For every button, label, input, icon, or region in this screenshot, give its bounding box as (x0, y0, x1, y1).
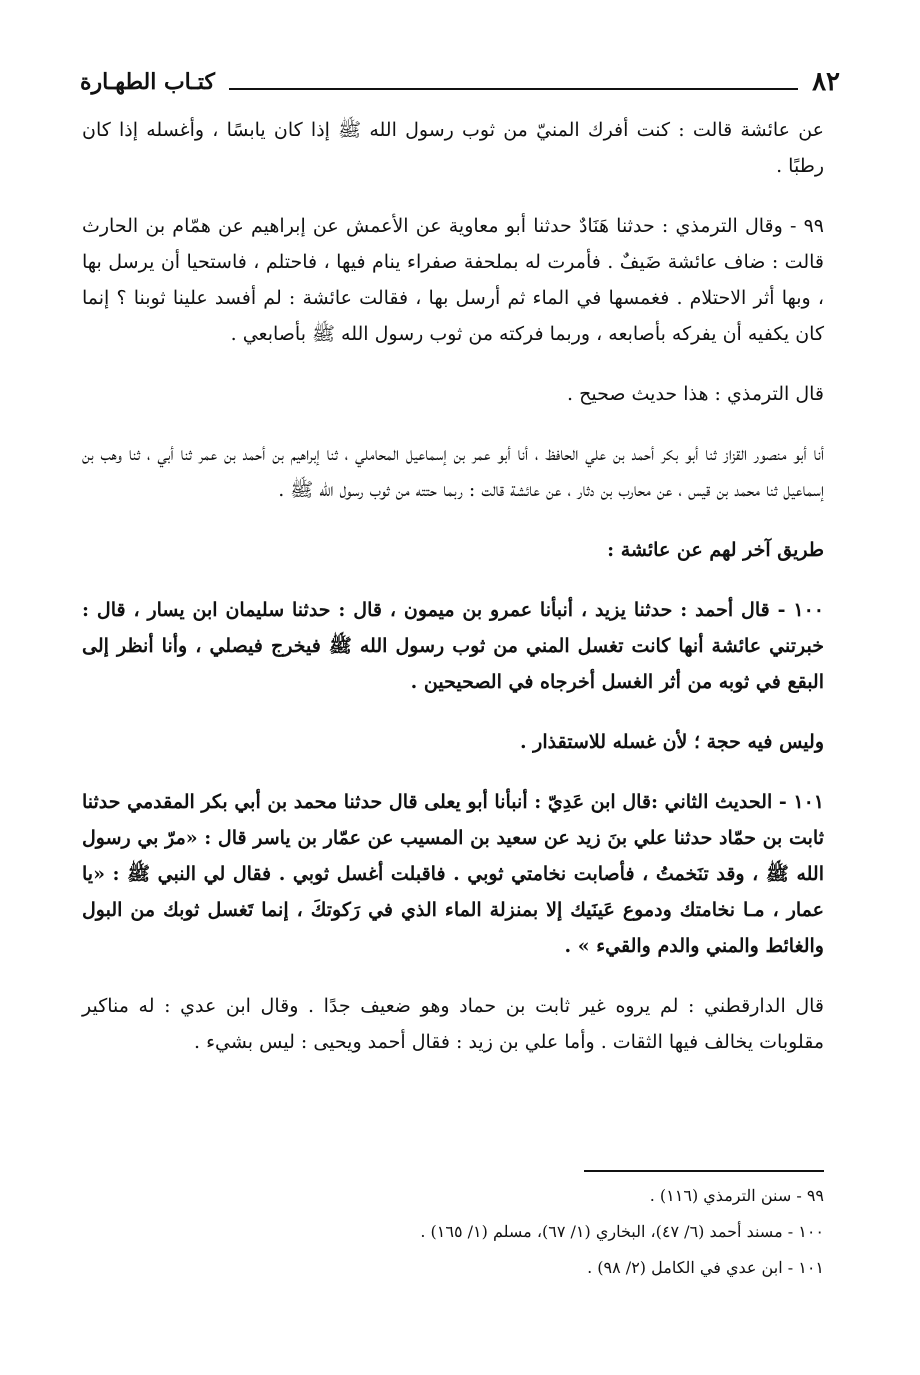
paragraph: ١٠١ - الحديث الثاني :قال ابن عَدِيّ : أنبأنا أبو يعلى قال حدثنا محمد بن أبي بكر المقدمي حدثنا ثابت بن حمّاد حدثنا علي بنَ زيد عن سعيد بن المسيب عن عمّار بن ياسر قال : «مرّ بي رسول الله ﷺ ، وقد تنَخمتُ ، فأصابت نخامتي ثوبي . فاقبلت أغسل ثوبي . فقال لي النبي ﷺ : «يا عمار ، مـا نخامتك ودموع عَينَيك إلا بمنزلة الماء الذي في رَكوتكَ ، إنما تَغسل ثوبك من البول والغائط والمني والدم والقيء » . (82, 791, 824, 957)
page-number: ٨٢ (812, 67, 840, 97)
paragraph: عن عائشة قالت : كنت أفرك المنيّ من ثوب رسول الله ﷺ إذا كان يابسًا ، وأغسله إذا كان رطبًا . (82, 119, 824, 177)
footnote: ١٠٠ - مسند أحمد (٦/ ٤٧)، البخاري (١/ ٦٧)، مسلم (١/ ١٦٥) . (420, 1222, 824, 1241)
paragraph: قال الدارقطني : لم يروه غير ثابت بن حماد وهو ضعيف جدًا . وقال ابن عدي : له مناكير مقلوبات يخالف فيها الثقات . وأما علي بن زيد : فقال أحمد ويحيى : ليس بشيء . (82, 995, 824, 1053)
footnote: ١٠١ - ابن عدي في الكامل (٢/ ٩٨) . (587, 1258, 824, 1277)
footnotes (82, 1170, 824, 1288)
paragraph: وليس فيه حجة ؛ لأن غسله للاستقذار . (519, 731, 824, 753)
running-title: كتـاب الطهـارة (80, 69, 215, 95)
footnote: ٩٩ - سنن الترمذي (١١٦) . (649, 1186, 824, 1205)
header-rule (229, 88, 798, 90)
paragraph: قال الترمذي : هذا حديث صحيح . (567, 383, 824, 405)
footnote-rule (584, 1170, 824, 1172)
paragraph: ٩٩ - وقال الترمذي : حدثنا هَنَادٌ حدثنا أبو معاوية عن الأعمش عن إبراهيم عن همّام بن الحارث قالت : ضاف عائشة ضَيفٌ . فأمرت له بملحفة صفراء ينام فيها ، فاحتلم ، فاستحيا أن يرسل بها ، وبها أثر الاحتلام . فغمسها في الماء ثم أرسل بها ، فقالت عائشة : لم أفسد علينا ثوبنا ؟ إنما كان يكفيه أن يفركه بأصابعه ، وربما فركته من ثوب رسول الله ﷺ بأصابعي . (82, 215, 824, 345)
section-heading: طريق آخر لهم عن عائشة : (607, 539, 824, 561)
page-header (80, 62, 840, 102)
paragraph: ١٠٠ - قال أحمد : حدثنا يزيد ، أنبأنا عمرو بن ميمون ، قال : حدثنا سليمان ابن يسار ، قال : خبرتني عائشة أنها كانت تغسل المني من ثوب رسول الله ﷺ فيخرج فيصلي ، وأنا أنظر إلى البقع في ثوبه من أثر الغسل أخرجاه في الصحيحين . (82, 599, 824, 693)
paragraph: أنا أبو منصور القزاز ثنا أبو بكر أحمد بن علي الحافظ ، أنا أبو عمر بن إسماعيل المحاملي ، ثنا إبراهيم بن أحمد بن عمر ثنا أبي ، ثنا وهب بن إسماعيل ثنا محمد بن قيس ، عن محارب بن دثار ، عن عائشة قالت : ربما حتته من ثوب رسول الله ﷺ . (82, 443, 824, 501)
main-text (82, 112, 824, 1084)
